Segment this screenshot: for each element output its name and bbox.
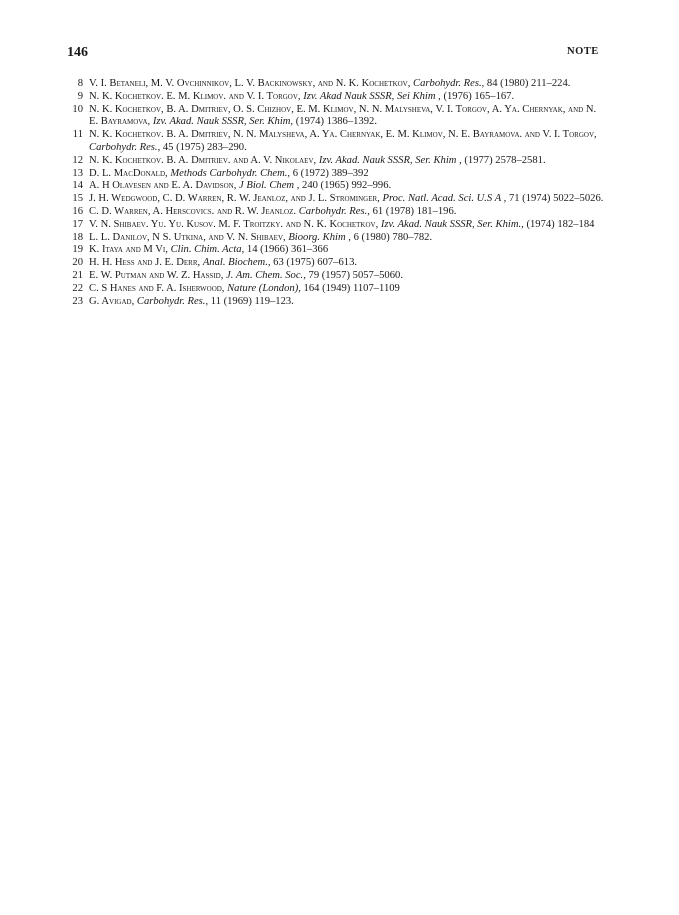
reference-number: 10 [72,103,83,115]
reference-number: 23 [72,295,83,307]
reference-authors: N. K. Kochetkov. B. A. Dmitriev, N. N. Malysheva, A. Ya. Chernyak, E. M. Klimov, N. E. Bayramova. and V. I. Torgov, [89,129,597,141]
reference-number: 11 [72,129,83,141]
reference-item [70,257,605,270]
reference-journal: Methods Carbohydr. Chem., [170,167,291,179]
reference-item [70,270,605,283]
reference-details: 45 (1975) 283–290. [162,141,247,153]
reference-number: 8 [77,78,83,89]
reference-journal: J Biol. Chem , [239,180,300,192]
reference-details: (1974) 182–184 [526,218,595,230]
reference-authors: N. K. Kochetkov, B. A. Dmitriev, O. S. Chizhov, E. M. Klimov, N. N. Malysheva, V. I. Torgov, A. Ya. Chernyak, and N. E. Bayramova, [89,103,597,128]
page-number: 146 [67,45,88,60]
reference-authors: D. L. MacDonald, [89,167,168,179]
reference-item [70,232,605,245]
reference-authors: H. H. Hess and J. E. Derr, [89,257,201,269]
reference-number: 21 [72,269,83,281]
reference-journal: Izv. Akad. Nauk SSSR, Ser. Khim., [380,218,524,230]
reference-authors: C. S Hanes and F. A. Isherwood, [89,282,225,294]
reference-number: 14 [72,180,83,192]
reference-details: (1977) 2578–2581. [464,154,546,166]
reference-journal: Izv. Akad. Nauk SSSR, Ser. Khim, [152,116,294,128]
reference-details: 84 (1980) 211–224. [486,78,571,89]
reference-journal: Proc. Natl. Acad. Sci. U.S A , [382,193,507,205]
reference-authors: J. H. Wedgwood, C. D. Warren, R. W. Jeanloz, and J. L. Strominger, [89,193,380,205]
reference-journal: Carbohydr. Res., [413,78,485,89]
reference-journal: Anal. Biochem., [202,257,271,269]
reference-number: 15 [72,193,83,205]
reference-number: 19 [72,244,83,256]
reference-authors: C. D. Warren, A. Herscovics. and R. W. Jeanloz. [89,205,297,217]
reference-journal: Izv. Akad. Nauk SSSR, Ser. Khim , [318,154,462,166]
reference-item [70,129,605,155]
reference-details: 6 (1972) 389–392 [292,167,369,179]
reference-item [70,244,605,257]
reference-details: 71 (1974) 5022–5026. [508,193,604,205]
reference-journal: Nature (London), [227,282,301,294]
reference-authors: N. K. Kochetkov. B. A. Dmitriev. and A. V. Nikolaev, [89,154,317,166]
reference-item [70,78,605,91]
reference-authors: E. W. Putman and W. Z. Hassid, [89,269,224,281]
reference-details: 61 (1978) 181–196. [372,205,457,217]
reference-item [70,155,605,168]
reference-number: 20 [72,257,83,269]
reference-list [70,78,605,308]
reference-journal: Carbohydr. Res., [136,295,209,307]
reference-details: 63 (1975) 607–613. [273,257,358,269]
reference-details: (1976) 165–167. [443,90,515,102]
reference-authors: V. I. Betaneli, M. V. Ovchinnikov, L. V. Backinowsky, and N. K. Kochetkov, [89,78,411,89]
reference-authors: V. N. Shibaev. Yu. Yu. Kusov. M. F. Troitzky. and N. K. Kochetkov, [89,218,379,230]
reference-item [70,104,605,130]
reference-authors: A. H Olavesen and E. A. Davidson, [89,180,237,192]
reference-number: 16 [72,205,83,217]
reference-number: 17 [72,218,83,230]
reference-item [70,219,605,232]
reference-item [70,283,605,296]
reference-journal: Izv. Akad Nauk SSSR, Sei Khim , [303,90,441,102]
reference-details: 240 (1965) 992–996. [302,180,392,192]
reference-journal: Bioorg. Khim , [288,231,351,243]
reference-item [70,193,605,206]
reference-journal: Carbohydr. Res., [89,141,161,153]
reference-number: 12 [72,154,83,166]
reference-journal: J. Am. Chem. Soc., [226,269,306,281]
reference-number: 13 [72,167,83,179]
reference-item [70,296,605,309]
reference-number: 22 [72,282,83,294]
reference-authors: G. Avigad, [89,295,135,307]
reference-details: (1974) 1386–1392. [295,116,377,128]
reference-number: 18 [72,231,83,243]
reference-details: 11 (1969) 119–123. [210,295,294,307]
running-head: NOTE [567,46,599,57]
reference-number: 9 [77,90,83,102]
reference-item [70,180,605,193]
reference-item [70,206,605,219]
reference-details: 6 (1980) 780–782. [353,231,433,243]
reference-authors: N. K. Kochetkov. E. M. Klimov. and V. I. Torgov, [89,90,301,102]
reference-details: 79 (1957) 5057–5060. [308,269,403,281]
reference-authors: L. L. Danilov, N S. Utkina, and V. N. Shibaev, [89,231,286,243]
reference-authors: K. Itaya and M Vi, [89,244,168,256]
reference-journal: Clin. Chim. Acta, [170,244,245,256]
reference-details: 14 (1966) 361–366 [246,244,329,256]
reference-item [70,168,605,181]
reference-item [70,91,605,104]
reference-journal: Carbohydr. Res., [298,205,370,217]
reference-details: 164 (1949) 1107–1109 [303,282,400,294]
